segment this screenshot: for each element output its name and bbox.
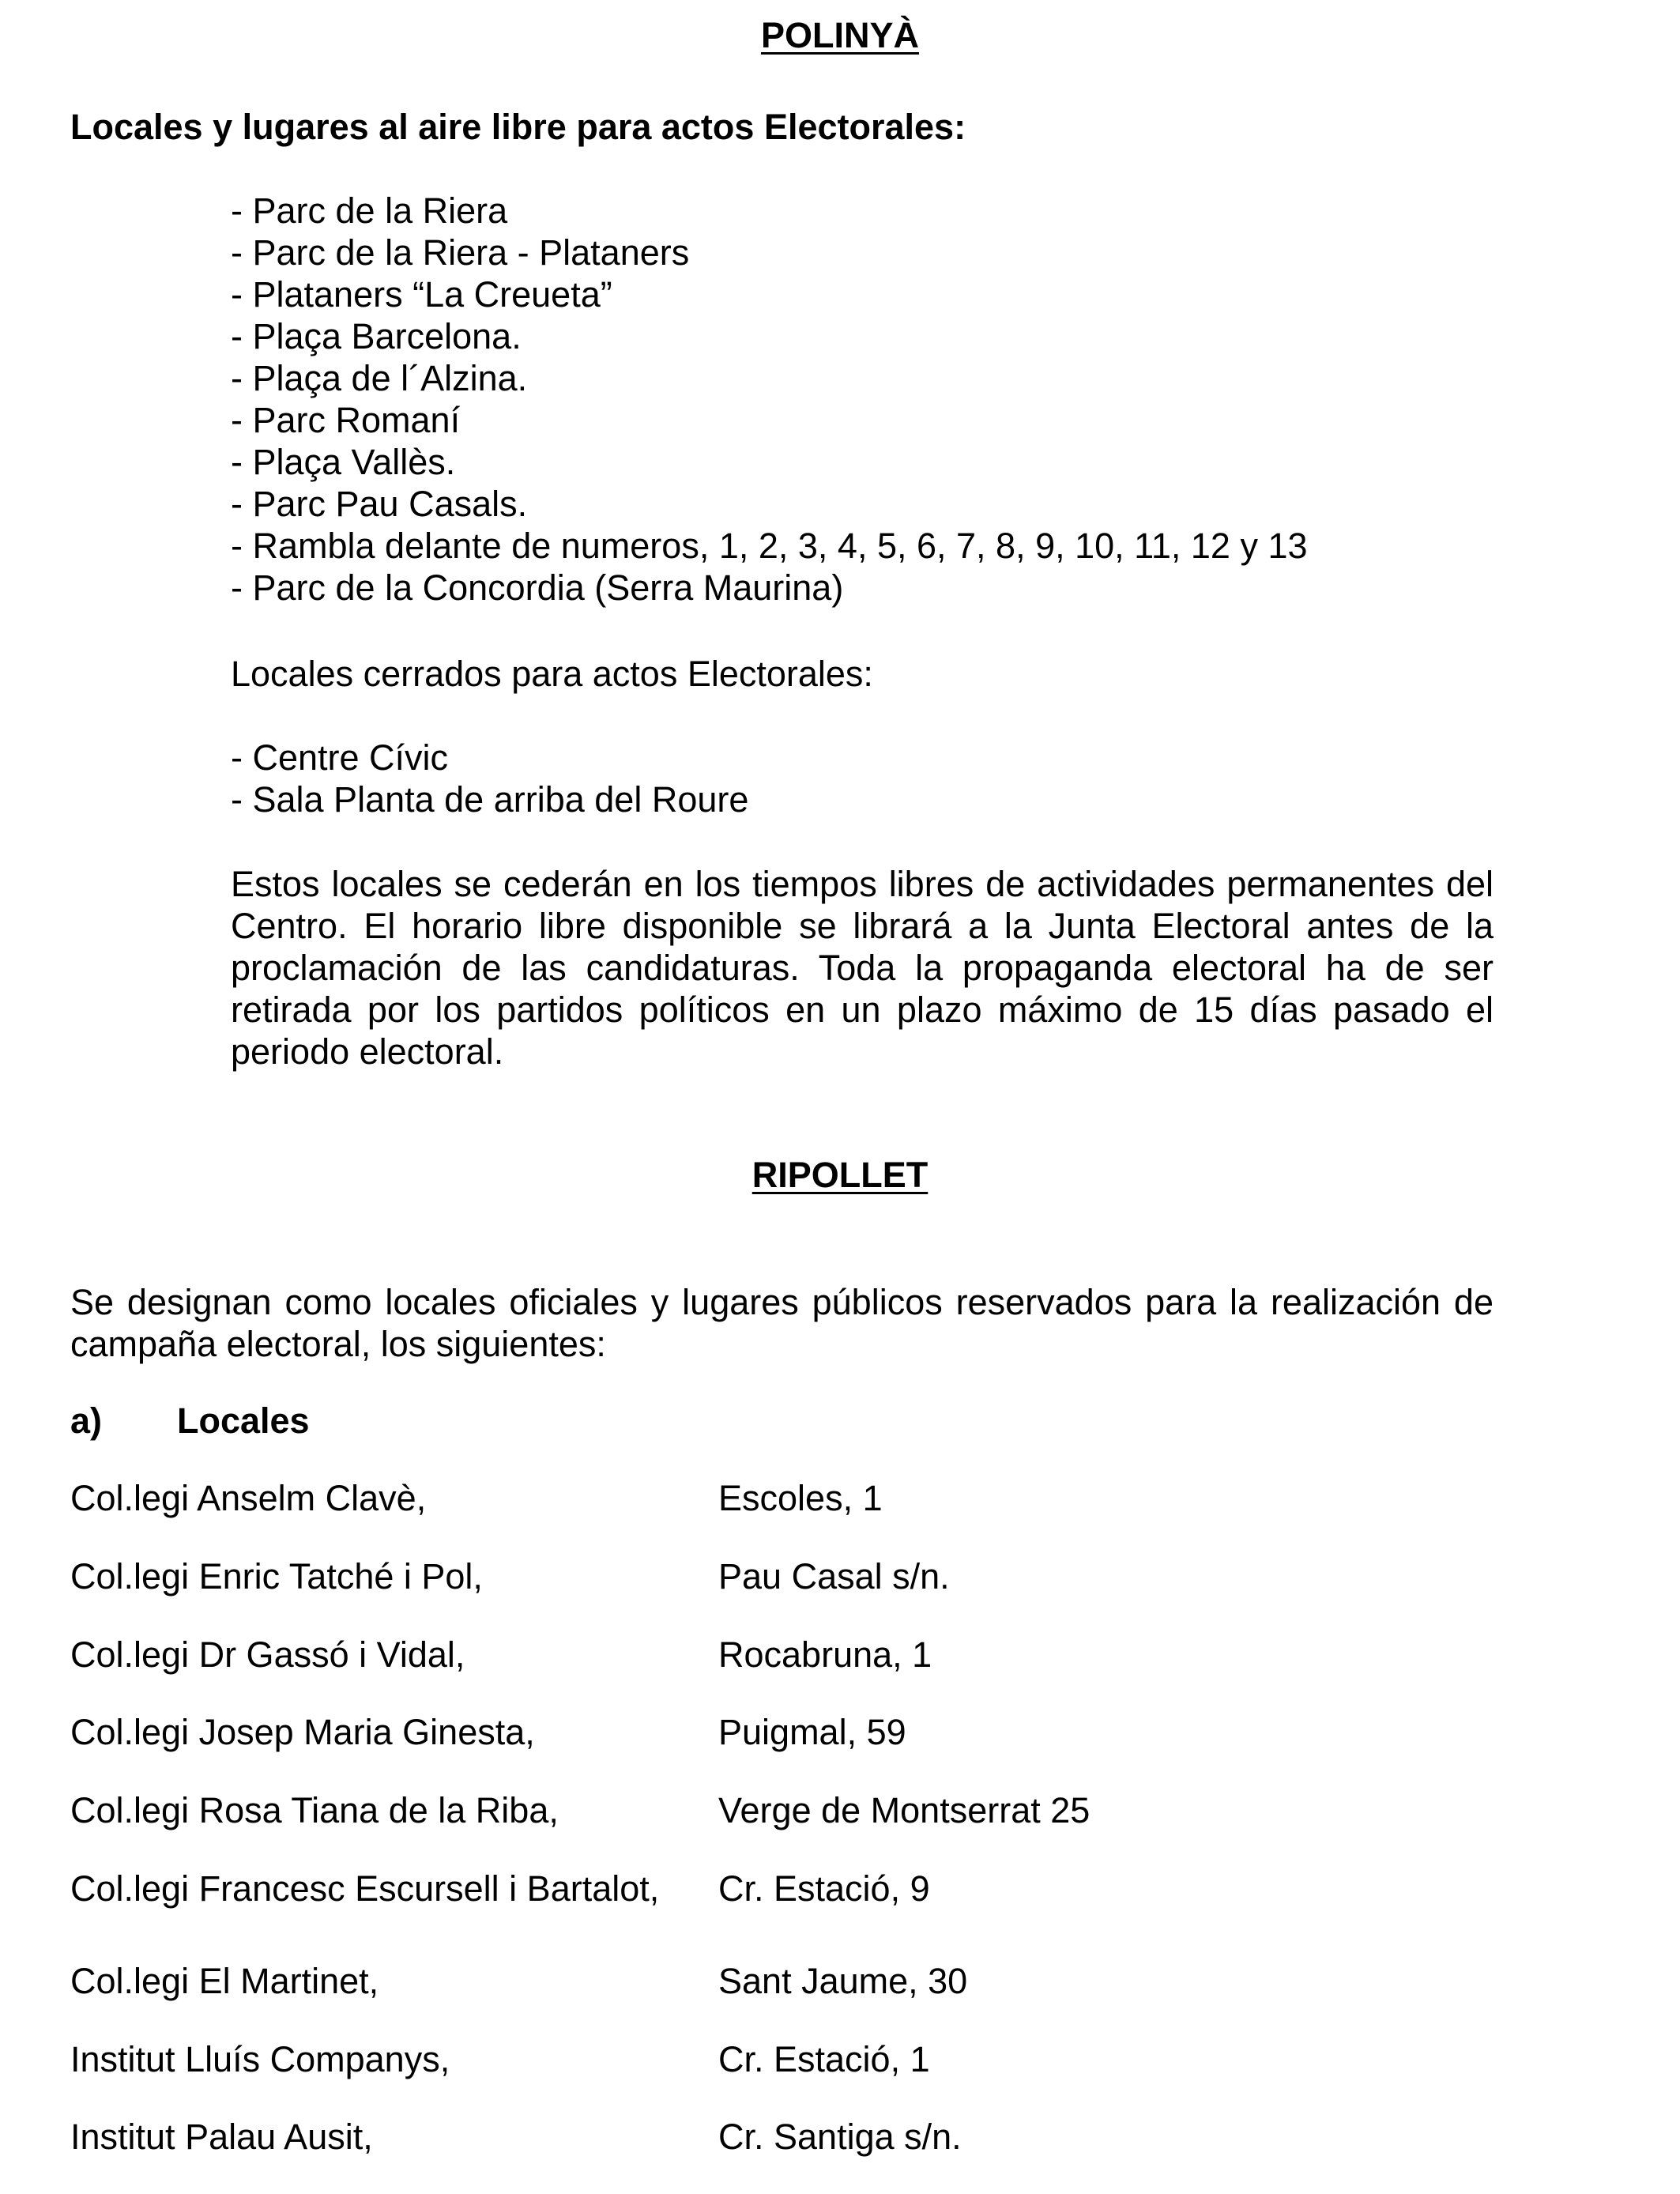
list-item: - Plaça Vallès. (231, 442, 456, 482)
locale-address: Verge de Montserrat 25 (718, 1790, 1090, 1830)
list-item: - Plaça Barcelona. (231, 316, 522, 356)
locale-name: Col.legi Enric Tatché i Pol, (70, 1556, 483, 1596)
locale-name: Col.legi Josep Maria Ginesta, (70, 1712, 535, 1752)
polinya-heading: Locales y lugares al aire libre para actos Electorales: (70, 107, 966, 147)
locale-name: Col.legi Francesc Escursell i Bartalot, (70, 1868, 660, 1909)
list-item: - Centre Cívic (231, 737, 449, 778)
locale-name: Col.legi Dr Gassó i Vidal, (70, 1634, 465, 1675)
list-item: - Parc de la Concordia (Serra Maurina) (231, 567, 844, 608)
section-title: Locales (177, 1400, 310, 1441)
locale-address: Rocabruna, 1 (718, 1634, 932, 1675)
ripollet-intro-paragraph: Se designan como locales oficiales y lugares públicos reservados para la realización de campaña electoral, los siguientes: (70, 1282, 1494, 1364)
list-item: - Parc de la Riera - Plataners (231, 232, 690, 273)
usage-note-paragraph: Estos locales se cederán en los tiempos libres de actividades permanentes del Centro. El horario libre disponible se librará a la Junta Electoral antes de la proclamación de las candidaturas. Toda la propaganda electoral ha de ser retirada por los partidos políticos en un plazo máximo de 15 días pasado el periodo electoral. (231, 864, 1494, 1072)
locale-address: Cr. Santiga s/n. (718, 2117, 962, 2157)
locale-address: Cr. Estació, 1 (718, 2039, 930, 2079)
list-item: - Plaça de l´Alzina. (231, 358, 528, 398)
closed-places-heading: Locales cerrados para actos Electorales: (231, 654, 873, 694)
list-item: - Parc Pau Casals. (231, 484, 528, 524)
list-item: - Parc de la Riera (231, 190, 508, 231)
locale-address: Cr. Estació, 9 (718, 1868, 930, 1909)
locale-name: Col.legi El Martinet, (70, 1961, 379, 2001)
locale-address: Sant Jaume, 30 (718, 1961, 968, 2001)
locale-address: Pau Casal s/n. (718, 1556, 950, 1596)
section-letter: a) (70, 1400, 103, 1441)
polinya-title: POLINYÀ (760, 15, 920, 55)
closed-places-list (231, 737, 748, 820)
list-item: - Parc Romaní (231, 400, 461, 440)
outdoor-places-list (231, 190, 1308, 609)
locale-name: Col.legi Anselm Clavè, (70, 1478, 427, 1518)
ripollet-title: RIPOLLET (751, 1155, 929, 1195)
list-item: - Rambla delante de numeros, 1, 2, 3, 4, 5, 6, 7, 8, 9, 10, 11, 12 y 13 (231, 526, 1308, 566)
locale-name: Institut Palau Ausit, (70, 2117, 373, 2157)
locale-name: Col.legi Rosa Tiana de la Riba, (70, 1790, 559, 1830)
list-item: - Sala Planta de arriba del Roure (231, 779, 749, 820)
locale-address: Puigmal, 59 (718, 1712, 906, 1752)
list-item: - Plataners “La Creueta” (231, 274, 612, 315)
locale-name: Institut Lluís Companys, (70, 2039, 450, 2079)
locale-address: Escoles, 1 (718, 1478, 883, 1518)
